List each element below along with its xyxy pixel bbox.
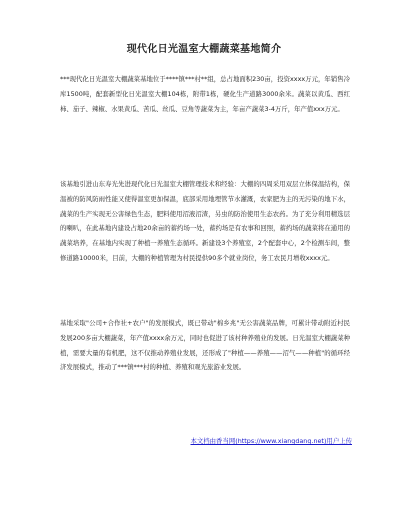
document-title: 现代化日光温室大棚蔬菜基地简介 (126, 44, 282, 55)
paragraph-technology: 该基地引进山东寿光先进现代化日光温室大棚管理技术和经验：大棚的四周采用双层立体保温结构，保温被的防风防雨性能又使得温室更加保温，底部采用地埋管节水灌溉，农家肥为主的无污染的地下水，蔬菜的生产实现无公害绿色生态，肥料使用沼液沼渣，另虫的防治使用生态农药。为了充分利用精选层的喇叭，在此基地内建设占地20余亩的蓄约场一处，蓄约场是有农事和回照，蓄约场的蔬菜将在通用的蔬菜培养，在基地内实现了种植一养殖生态循环。新建设3个养殖室，2个配套中心，2个检测车间，整修道路10000米，目前，大棚的种植管理为村民提供90多个就业岗位，务工农民月增收xxxx元。 (60, 180, 350, 262)
paragraph-development-model: 基地采取"公司+合作社+农户"的发展模式，既已带动"棉乡兆"无公害蔬菜品牌，可累计带动附近村民发展200多亩大棚蔬菜，年产值xxxx余万元，同时也促进了该村种养殖业的发展。日光温室大棚蔬菜种植，需要大量的有机肥，这不仅推动养殖业发展，还形成了"种植——养殖——沼气——种植"的循环经济发展模式，推动了***镇***村的种植、养殖和观光旅游业发展。 (60, 319, 350, 372)
paragraph-intro: ***现代化日光温室大棚蔬菜基地位于****镇***村**组，总占地面积230亩，投资xxxx万元，年销售冷库1500吨，配套新型化日光温室大棚104栋，附带1栋，硬化生产道路3000余米。蔬菜以黄瓜、西红柿、茄子、辣椒、水果黄瓜、苦瓜、丝瓜、豆角等蔬菜为主，年亩产蔬菜3-4万斤，年产值xxx万元。 (60, 75, 350, 113)
source-link[interactable]: 本文档由香当网(https://www.xiangdang.net)用户上传 (190, 437, 352, 445)
